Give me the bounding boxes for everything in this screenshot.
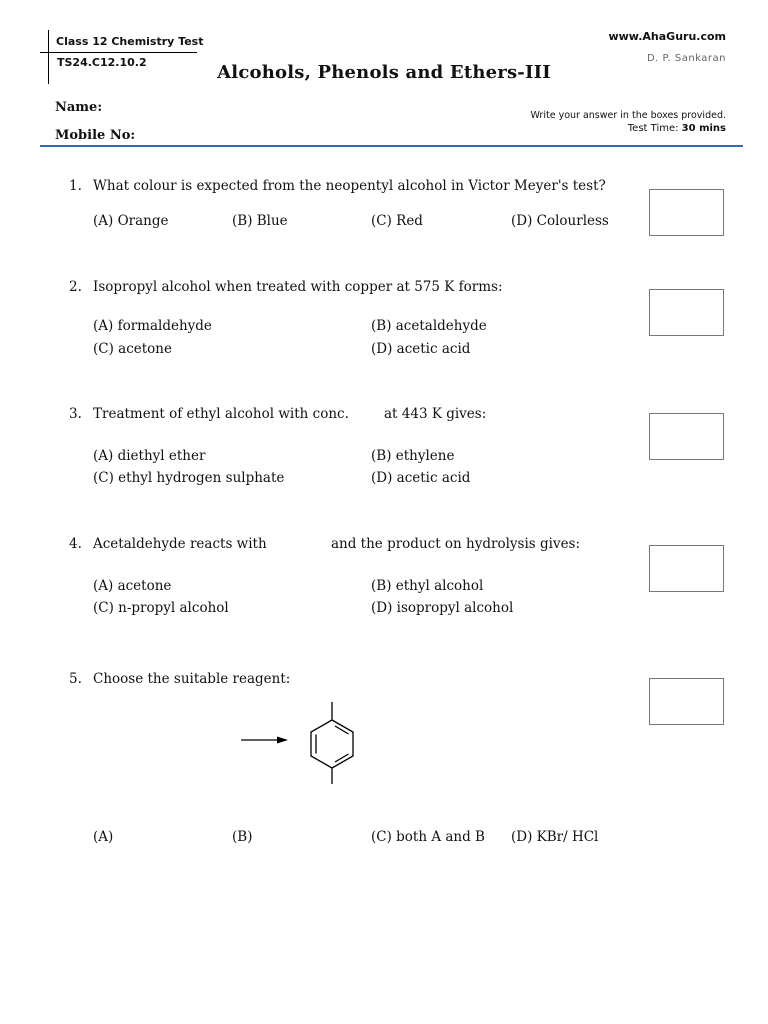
author-name: D. P. Sankaran <box>646 53 726 64</box>
option-d: (D) acetic acid <box>371 341 471 357</box>
option-a: (A) formaldehyde <box>93 318 212 334</box>
question-text: Choose the suitable reagent: <box>93 671 291 687</box>
question-text: What colour is expected from the neopentyl alcohol in Victor Meyer's test? <box>93 178 606 194</box>
answer-box-2[interactable] <box>649 289 724 336</box>
course-label: Class 12 Chemistry Test <box>56 35 204 48</box>
option-c: (C) ethyl hydrogen sulphate <box>93 470 285 486</box>
question-text: Isopropyl alcohol when treated with copper at 575 K forms: <box>93 279 503 295</box>
option-b: (B) acetaldehyde <box>371 318 487 334</box>
question-text-part-2: at 443 K gives: <box>384 406 487 422</box>
instructions-text: Write your answer in the boxes provided. <box>530 110 726 121</box>
header-horizontal-rule <box>40 52 197 53</box>
option-c: (C) acetone <box>93 341 172 357</box>
question-text-part-1: Acetaldehyde reacts with <box>93 536 267 552</box>
header-divider <box>40 145 743 147</box>
option-c: (C) both A and B <box>371 829 485 845</box>
option-d: (D) Colourless <box>511 213 609 229</box>
answer-box-5[interactable] <box>649 678 724 725</box>
option-b: (B) <box>232 829 253 845</box>
question-text-part-2: and the product on hydrolysis gives: <box>331 536 581 552</box>
mobile-label: Mobile No: <box>55 128 136 143</box>
reaction-scheme-diagram <box>236 700 366 790</box>
benzene-ring-structure <box>311 702 353 784</box>
answer-box-4[interactable] <box>649 545 724 592</box>
question-text-part-1: Treatment of ethyl alcohol with conc. <box>93 406 349 422</box>
option-b: (B) Blue <box>232 213 288 229</box>
test-code: TS24.C12.10.2 <box>57 56 147 69</box>
name-label: Name: <box>55 100 103 115</box>
question-number: 1. <box>69 178 82 194</box>
option-a: (A) <box>93 829 114 845</box>
answer-box-3[interactable] <box>649 413 724 460</box>
option-c: (C) n-propyl alcohol <box>93 600 229 616</box>
website-link[interactable]: www.AhaGuru.com <box>608 30 726 43</box>
option-c: (C) Red <box>371 213 423 229</box>
option-d: (D) acetic acid <box>371 470 471 486</box>
question-number: 5. <box>69 671 82 687</box>
option-a: (A) diethyl ether <box>93 448 206 464</box>
option-b: (B) ethylene <box>371 448 455 464</box>
question-number: 2. <box>69 279 82 295</box>
option-d: (D) KBr/ HCl <box>511 829 599 845</box>
page-title: Alcohols, Phenols and Ethers-III <box>217 62 551 83</box>
answer-box-1[interactable] <box>649 189 724 236</box>
test-time-value: 30 mins <box>681 123 726 134</box>
option-b: (B) ethyl alcohol <box>371 578 484 594</box>
test-time-label: Test Time: <box>627 123 679 134</box>
option-d: (D) isopropyl alcohol <box>371 600 514 616</box>
option-a: (A) acetone <box>93 578 172 594</box>
option-a: (A) Orange <box>93 213 169 229</box>
test-time <box>628 123 726 134</box>
question-number: 4. <box>69 536 82 552</box>
reaction-arrow <box>241 737 288 744</box>
question-number: 3. <box>69 406 82 422</box>
